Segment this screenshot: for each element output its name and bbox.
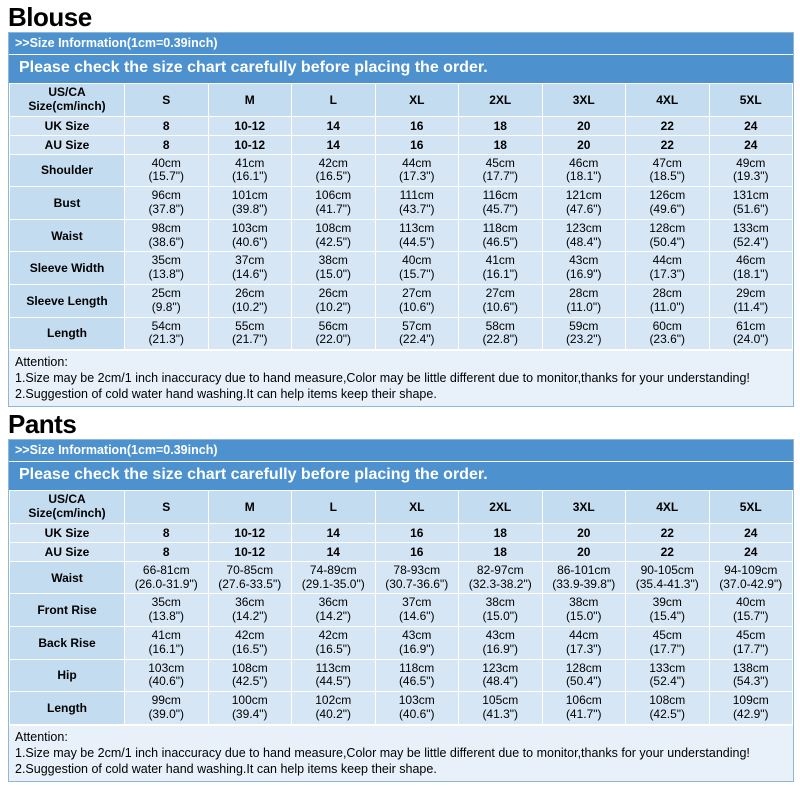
cell: 41cm (16.1")	[208, 154, 292, 187]
table-row-sleeve-length	[10, 284, 793, 317]
banner-size-information-blouse: >>Size Information(1cm=0.39inch)	[9, 33, 793, 55]
header-size-label: US/CA Size(cm/inch)	[10, 84, 125, 117]
attention-line-2: 2.Suggestion of cold water hand washing.It can help items keep their shape.	[15, 761, 437, 776]
header-size-s: S	[125, 491, 209, 524]
cell: 128cm (50.4")	[626, 219, 710, 252]
cell: 128cm (50.4")	[542, 659, 626, 692]
cell: 22	[626, 542, 710, 561]
cell: 14	[292, 523, 376, 542]
table-row-au-size	[10, 542, 793, 561]
cell: 16	[375, 135, 459, 154]
header-size-l: L	[292, 84, 376, 117]
size-chart-pants	[8, 439, 794, 782]
cell: 45cm (17.7")	[626, 626, 710, 659]
cell: 38cm (15.0")	[542, 594, 626, 627]
cell: 8	[125, 116, 209, 135]
cell: 123cm (48.4")	[542, 219, 626, 252]
cell: 36cm (14.2")	[208, 594, 292, 627]
cell: 78-93cm (30.7-36.6")	[375, 561, 459, 594]
cell: 10-12	[208, 116, 292, 135]
header-size-l: L	[292, 491, 376, 524]
cell: 106cm (41.7")	[292, 187, 376, 220]
cell: 57cm (22.4")	[375, 317, 459, 350]
cell: 46cm (18.1")	[709, 252, 793, 285]
row-label-front-rise: Front Rise	[10, 594, 125, 627]
cell: 133cm (52.4")	[626, 659, 710, 692]
cell: 35cm (13.8")	[125, 252, 209, 285]
row-label-length: Length	[10, 692, 125, 725]
cell: 126cm (49.6")	[626, 187, 710, 220]
table-row-au-size	[10, 135, 793, 154]
size-table-pants	[9, 490, 793, 725]
cell: 24	[709, 135, 793, 154]
cell: 98cm (38.6")	[125, 219, 209, 252]
cell: 22	[626, 523, 710, 542]
header-size-3xl: 3XL	[542, 491, 626, 524]
table-row-waist	[10, 219, 793, 252]
header-size-4xl: 4XL	[626, 84, 710, 117]
header-size-5xl: 5XL	[709, 84, 793, 117]
cell: 41cm (16.1")	[459, 252, 543, 285]
attention-title: Attention:	[15, 729, 68, 744]
table-row-length	[10, 692, 793, 725]
cell: 16	[375, 523, 459, 542]
header-size-4xl: 4XL	[626, 491, 710, 524]
cell: 116cm (45.7")	[459, 187, 543, 220]
cell: 123cm (48.4")	[459, 659, 543, 692]
table-row-bust	[10, 187, 793, 220]
header-size-3xl: 3XL	[542, 84, 626, 117]
cell: 108cm (42.5")	[292, 219, 376, 252]
cell: 66-81cm (26.0-31.9")	[125, 561, 209, 594]
cell: 109cm (42.9")	[709, 692, 793, 725]
cell: 22	[626, 135, 710, 154]
cell: 8	[125, 542, 209, 561]
cell: 55cm (21.7")	[208, 317, 292, 350]
attention-line-2: 2.Suggestion of cold water hand washing.It can help items keep their shape.	[15, 387, 437, 402]
cell: 103cm (40.6")	[125, 659, 209, 692]
cell: 74-89cm (29.1-35.0")	[292, 561, 376, 594]
cell: 43cm (16.9")	[375, 626, 459, 659]
table-row-shoulder	[10, 154, 793, 187]
cell: 101cm (39.8")	[208, 187, 292, 220]
cell: 14	[292, 135, 376, 154]
table-row-hip	[10, 659, 793, 692]
cell: 14	[292, 542, 376, 561]
cell: 18	[459, 135, 543, 154]
banner-check-chart-blouse: Please check the size chart carefully before placing the order.	[9, 55, 793, 83]
table-header-row	[10, 84, 793, 117]
cell: 103cm (40.6")	[375, 692, 459, 725]
cell: 22	[626, 116, 710, 135]
section-pants	[0, 407, 800, 782]
cell: 24	[709, 116, 793, 135]
row-label-sleeve-width: Sleeve Width	[10, 252, 125, 285]
cell: 20	[542, 523, 626, 542]
section-title-blouse: Blouse	[8, 2, 92, 32]
row-label-au-size: AU Size	[10, 135, 125, 154]
cell: 8	[125, 135, 209, 154]
cell: 40cm (15.7")	[125, 154, 209, 187]
cell: 54cm (21.3")	[125, 317, 209, 350]
cell: 38cm (15.0")	[292, 252, 376, 285]
cell: 131cm (51.6")	[709, 187, 793, 220]
cell: 10-12	[208, 135, 292, 154]
cell: 138cm (54.3")	[709, 659, 793, 692]
cell: 45cm (17.7")	[459, 154, 543, 187]
cell: 108cm (42.5")	[626, 692, 710, 725]
cell: 38cm (15.0")	[459, 594, 543, 627]
cell: 113cm (44.5")	[375, 219, 459, 252]
cell: 40cm (15.7")	[375, 252, 459, 285]
cell: 100cm (39.4")	[208, 692, 292, 725]
cell: 43cm (16.9")	[459, 626, 543, 659]
row-label-back-rise: Back Rise	[10, 626, 125, 659]
table-row-length	[10, 317, 793, 350]
cell: 105cm (41.3")	[459, 692, 543, 725]
cell: 96cm (37.8")	[125, 187, 209, 220]
table-row-sleeve-width	[10, 252, 793, 285]
header-size-xl: XL	[375, 84, 459, 117]
cell: 70-85cm (27.6-33.5")	[208, 561, 292, 594]
cell: 28cm (11.0")	[542, 284, 626, 317]
row-label-uk-size: UK Size	[10, 523, 125, 542]
cell: 20	[542, 135, 626, 154]
cell: 44cm (17.3")	[626, 252, 710, 285]
table-header-row	[10, 491, 793, 524]
cell: 82-97cm (32.3-38.2")	[459, 561, 543, 594]
cell: 16	[375, 116, 459, 135]
cell: 24	[709, 523, 793, 542]
cell: 18	[459, 116, 543, 135]
cell: 28cm (11.0")	[626, 284, 710, 317]
row-label-shoulder: Shoulder	[10, 154, 125, 187]
cell: 27cm (10.6")	[375, 284, 459, 317]
cell: 39cm (15.4")	[626, 594, 710, 627]
header-size-2xl: 2XL	[459, 491, 543, 524]
header-size-m: M	[208, 84, 292, 117]
row-label-au-size: AU Size	[10, 542, 125, 561]
cell: 49cm (19.3")	[709, 154, 793, 187]
cell: 45cm (17.7")	[709, 626, 793, 659]
cell: 10-12	[208, 542, 292, 561]
cell: 61cm (24.0")	[709, 317, 793, 350]
cell: 60cm (23.6")	[626, 317, 710, 350]
cell: 111cm (43.7")	[375, 187, 459, 220]
cell: 46cm (18.1")	[542, 154, 626, 187]
attention-line-1: 1.Size may be 2cm/1 inch inaccuracy due to hand measure,Color may be little different due to monitor,thanks for your understanding!	[15, 745, 750, 760]
cell: 44cm (17.3")	[375, 154, 459, 187]
cell: 56cm (22.0")	[292, 317, 376, 350]
attention-note-pants	[9, 725, 793, 781]
table-row-uk-size	[10, 116, 793, 135]
table-row-front-rise	[10, 594, 793, 627]
cell: 20	[542, 116, 626, 135]
cell: 86-101cm (33.9-39.8")	[542, 561, 626, 594]
cell: 121cm (47.6")	[542, 187, 626, 220]
cell: 16	[375, 542, 459, 561]
cell: 25cm (9.8")	[125, 284, 209, 317]
cell: 43cm (16.9")	[542, 252, 626, 285]
cell: 58cm (22.8")	[459, 317, 543, 350]
attention-title: Attention:	[15, 355, 68, 370]
banner-size-information-pants: >>Size Information(1cm=0.39inch)	[9, 440, 793, 462]
cell: 18	[459, 523, 543, 542]
cell: 106cm (41.7")	[542, 692, 626, 725]
header-size-5xl: 5XL	[709, 491, 793, 524]
attention-note-blouse	[9, 350, 793, 406]
cell: 27cm (10.6")	[459, 284, 543, 317]
attention-line-1: 1.Size may be 2cm/1 inch inaccuracy due to hand measure,Color may be little different due to monitor,thanks for your understanding!	[15, 371, 750, 386]
table-row-uk-size	[10, 523, 793, 542]
cell: 35cm (13.8")	[125, 594, 209, 627]
cell: 26cm (10.2")	[292, 284, 376, 317]
cell: 42cm (16.5")	[208, 626, 292, 659]
cell: 14	[292, 116, 376, 135]
cell: 37cm (14.6")	[208, 252, 292, 285]
cell: 36cm (14.2")	[292, 594, 376, 627]
cell: 18	[459, 542, 543, 561]
cell: 8	[125, 523, 209, 542]
cell: 108cm (42.5")	[208, 659, 292, 692]
row-label-waist: Waist	[10, 561, 125, 594]
cell: 37cm (14.6")	[375, 594, 459, 627]
header-size-m: M	[208, 491, 292, 524]
cell: 47cm (18.5")	[626, 154, 710, 187]
cell: 90-105cm (35.4-41.3")	[626, 561, 710, 594]
cell: 40cm (15.7")	[709, 594, 793, 627]
table-row-back-rise	[10, 626, 793, 659]
header-size-label: US/CA Size(cm/inch)	[10, 491, 125, 524]
size-chart-blouse	[8, 32, 794, 407]
row-label-waist: Waist	[10, 219, 125, 252]
cell: 99cm (39.0")	[125, 692, 209, 725]
size-table-blouse	[9, 83, 793, 350]
cell: 41cm (16.1")	[125, 626, 209, 659]
cell: 113cm (44.5")	[292, 659, 376, 692]
cell: 103cm (40.6")	[208, 219, 292, 252]
table-row-waist	[10, 561, 793, 594]
cell: 94-109cm (37.0-42.9")	[709, 561, 793, 594]
cell: 44cm (17.3")	[542, 626, 626, 659]
cell: 59cm (23.2")	[542, 317, 626, 350]
row-label-sleeve-length: Sleeve Length	[10, 284, 125, 317]
header-size-xl: XL	[375, 491, 459, 524]
cell: 118cm (46.5")	[459, 219, 543, 252]
cell: 102cm (40.2")	[292, 692, 376, 725]
cell: 42cm (16.5")	[292, 154, 376, 187]
row-label-uk-size: UK Size	[10, 116, 125, 135]
cell: 10-12	[208, 523, 292, 542]
cell: 42cm (16.5")	[292, 626, 376, 659]
cell: 24	[709, 542, 793, 561]
cell: 20	[542, 542, 626, 561]
section-title-pants: Pants	[8, 409, 77, 440]
cell: 118cm (46.5")	[375, 659, 459, 692]
header-size-2xl: 2XL	[459, 84, 543, 117]
cell: 29cm (11.4")	[709, 284, 793, 317]
cell: 26cm (10.2")	[208, 284, 292, 317]
row-label-bust: Bust	[10, 187, 125, 220]
banner-check-chart-pants: Please check the size chart carefully before placing the order.	[9, 462, 793, 490]
cell: 133cm (52.4")	[709, 219, 793, 252]
row-label-hip: Hip	[10, 659, 125, 692]
header-size-s: S	[125, 84, 209, 117]
row-label-length: Length	[10, 317, 125, 350]
